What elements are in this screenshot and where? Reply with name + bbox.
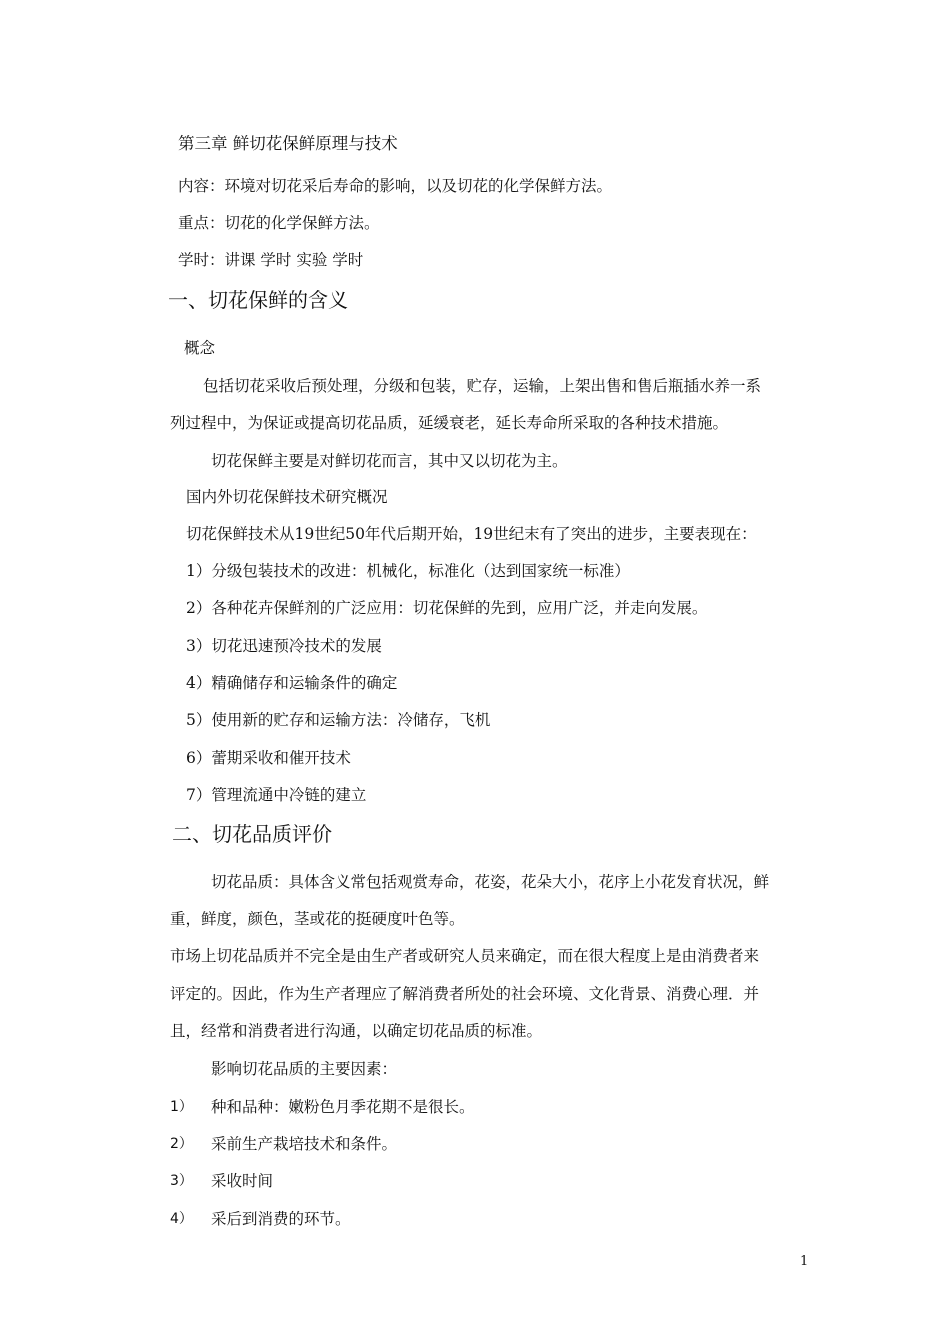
list-item: 4）精确储存和运输条件的确定 [186,674,398,692]
list-item: 5）使用新的贮存和运输方法：冷储存，飞机 [186,711,491,729]
content-line: 内容：环境对切花采后寿命的影响，以及切花的化学保鲜方法。 [178,177,613,195]
market-paragraph-line2: 评定的。因此，作为生产者理应了解消费者所处的社会环境、文化背景、消费心理．并 [170,985,760,1003]
concept-label: 概念 [184,339,216,357]
list-item: 1）分级包装技术的改进：机械化，标准化（达到国家统一标准） [186,562,630,580]
factor-text: 采前生产栽培技术和条件。 [211,1135,398,1153]
factor-text: 采后到消费的环节。 [211,1210,351,1228]
section2-heading: 二、切花品质评价 [172,822,332,846]
factor-text: 采收时间 [211,1172,274,1190]
list-item: 2）各种花卉保鲜剂的广泛应用：切花保鲜的先到，应用广泛，并走向发展。 [186,599,708,617]
factor-number: 3） [170,1173,193,1189]
quality-paragraph-line2: 重，鲜度，颜色，茎或花的挺硬度叶色等。 [170,910,465,928]
quality-paragraph-line1: 切花品质：具体含义常包括观赏寿命，花姿，花朵大小，花序上小花发育状况，鲜 [211,873,770,891]
scope-note: 切花保鲜主要是对鲜切花而言，其中又以切花为主。 [211,452,568,470]
factor-text: 种和品种：嫩粉色月季花期不是很长。 [211,1098,475,1116]
hours-line: 学时：讲课 学时 实验 学时 [178,251,364,269]
factor-number: 2） [170,1136,193,1152]
market-paragraph-line1: 市场上切花品质并不完全是由生产者或研究人员来确定，而在很大程度上是由消费者来 [170,947,760,965]
concept-paragraph-line2: 列过程中，为保证或提高切花品质，延缓衰老，延长寿命所采取的各种技术措施。 [170,414,729,432]
chapter-title: 第三章 鲜切花保鲜原理与技术 [178,134,398,153]
factor-number: 4） [170,1211,193,1227]
factor-number: 1） [170,1099,193,1115]
market-paragraph-line3: 且，经常和消费者进行沟通，以确定切花品质的标准。 [170,1022,543,1040]
list-item: 3）切花迅速预冷技术的发展 [186,637,382,655]
research-label: 国内外切花保鲜技术研究概况 [186,488,388,506]
research-intro: 切花保鲜技术从19世纪50年代后期开始，19世纪末有了突出的进步，主要表现在： [186,525,757,543]
list-item: 6）蕾期采收和催开技术 [186,749,351,767]
page-number: 1 [800,1254,809,1269]
key-point-line: 重点：切花的化学保鲜方法。 [178,214,380,232]
factors-label: 影响切花品质的主要因素： [211,1060,398,1078]
concept-paragraph-line1: 包括切花采收后预处理，分级和包装，贮存，运输，上架出售和售后瓶插水养一系 [203,377,762,395]
section1-heading: 一、切花保鲜的含义 [168,288,348,312]
list-item: 7）管理流通中冷链的建立 [186,786,367,804]
